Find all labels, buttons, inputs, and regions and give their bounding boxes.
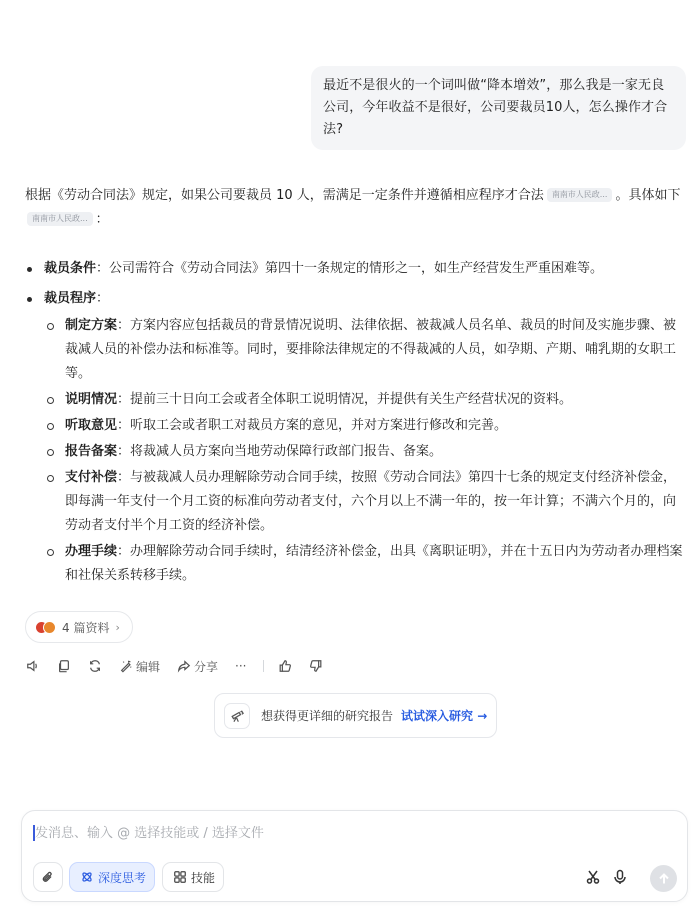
source-emblem-icon [43,621,56,634]
more-dots-icon: ··· [235,659,247,673]
attach-button[interactable] [33,862,63,892]
refresh-icon [88,659,102,673]
share-icon [177,659,191,673]
deep-think-label: 深度思考 [98,870,147,885]
message-composer [21,810,688,902]
message-input[interactable] [35,822,635,844]
regenerate-button[interactable] [88,659,102,673]
step-title: 说明情况 [65,392,118,407]
share-button[interactable] [177,658,218,675]
step-text: ：听取工会或者职工对裁员方案的意见，并对方案进行修改和完善。 [117,418,508,433]
user-message-text: 最近不是很火的一个词叫做“降本增效”，那么我是一家无良公司，今年收益不是很好，公司要裁员10人，怎么操作才合法? [323,78,668,137]
step-title: 报告备案 [65,444,118,459]
deep-research-suggestion[interactable] [214,693,497,738]
citation-chip[interactable]: 南南市人民政... [547,188,613,202]
list-item [44,466,685,538]
microphone-icon[interactable] [612,869,628,885]
intro-text-mid: 。具体如下 [615,188,681,203]
list-item [44,314,685,386]
step-title: 制定方案 [65,318,118,333]
answer-bullet-list [25,256,685,588]
procedure-steps-list [44,314,685,588]
answer-intro [25,184,685,232]
share-label: 分享 [194,659,219,674]
source-favicons [35,621,56,634]
research-prompt: 想获得更详细的研究报告 [261,709,394,723]
step-text: ：方案内容应包括裁员的背景情况说明、法律依据、被裁减人员名单、裁员的时间及实施步骤、被裁减人员的补偿办法和标准等。同时，要排除法律规定的不得裁减的人员，如孕期、产期、哺乳期的女职工等。 [65,318,677,381]
intro-text: 根据《劳动合同法》规定，如果公司要裁员 10 人，需满足一定条件并遵循相应程序才合法 [25,188,544,203]
bullet-text: ：公司需符合《劳动合同法》第四十一条规定的情形之一，如生产经营发生严重困难等。 [96,261,604,276]
intro-text-end: ： [95,212,109,227]
step-text: ：提前三十日向工会或者全体职工说明情况，并提供有关生产经营状况的资料。 [117,392,573,407]
skills-label: 技能 [191,870,216,885]
edit-wand-icon [119,659,133,673]
send-button[interactable] [650,865,677,892]
sources-label: 4 篇资料 [62,620,110,635]
dislike-button[interactable] [309,659,323,673]
step-title: 支付补偿 [65,470,118,485]
thumbs-down-icon [309,659,323,673]
list-item [25,256,685,282]
telescope-icon [224,703,250,729]
sources-button[interactable] [25,611,133,643]
copy-icon [57,659,71,673]
list-item [44,540,685,588]
scissors-icon[interactable] [585,869,601,885]
step-text: ：将裁减人员方案向当地劳动保障行政部门报告、备案。 [117,444,443,459]
grid-icon [173,870,187,884]
like-button[interactable] [278,659,292,673]
bullet-title: 裁员程序 [44,291,97,306]
edit-label: 编辑 [136,659,161,674]
step-title: 办理手续 [65,544,118,559]
bullet-text: ： [96,291,110,306]
assistant-answer [25,184,685,592]
copy-button[interactable] [57,659,71,673]
thumbs-up-icon [278,659,292,673]
list-item [44,440,685,464]
arrow-up-icon [658,873,670,885]
edit-button[interactable] [119,658,160,675]
more-button[interactable] [235,659,246,673]
step-text: ：办理解除劳动合同手续时，结清经济补偿金，出具《离职证明》，并在十五日内为劳动者办理档案和社保关系转移手续。 [65,544,683,583]
step-text: ：与被裁减人员办理解除劳动合同手续，按照《劳动合同法》第四十七条的规定支付经济补偿金，即每满一年支付一个月工资的标准向劳动者支付，六个月以上不满一年的，按一年计算；不满六个月的，向劳动者支付半个月工资的经济补偿。 [65,470,677,533]
user-message-bubble [311,66,686,150]
message-actions [26,656,340,676]
divider [263,660,264,672]
skills-button[interactable] [162,862,224,892]
read-aloud-button[interactable] [26,659,40,673]
chevron-right-icon: › [115,620,120,634]
list-item [25,286,685,588]
speaker-icon [26,659,40,673]
citation-chip[interactable]: 南南市人民政... [27,212,93,226]
deep-research-link[interactable]: 试试深入研究 → [401,709,488,723]
step-title: 听取意见 [65,418,118,433]
list-item [44,414,685,438]
bullet-title: 裁员条件 [44,261,97,276]
deep-think-toggle[interactable] [69,862,155,892]
list-item [44,388,685,412]
atom-icon [80,870,94,884]
paperclip-icon [41,870,55,884]
